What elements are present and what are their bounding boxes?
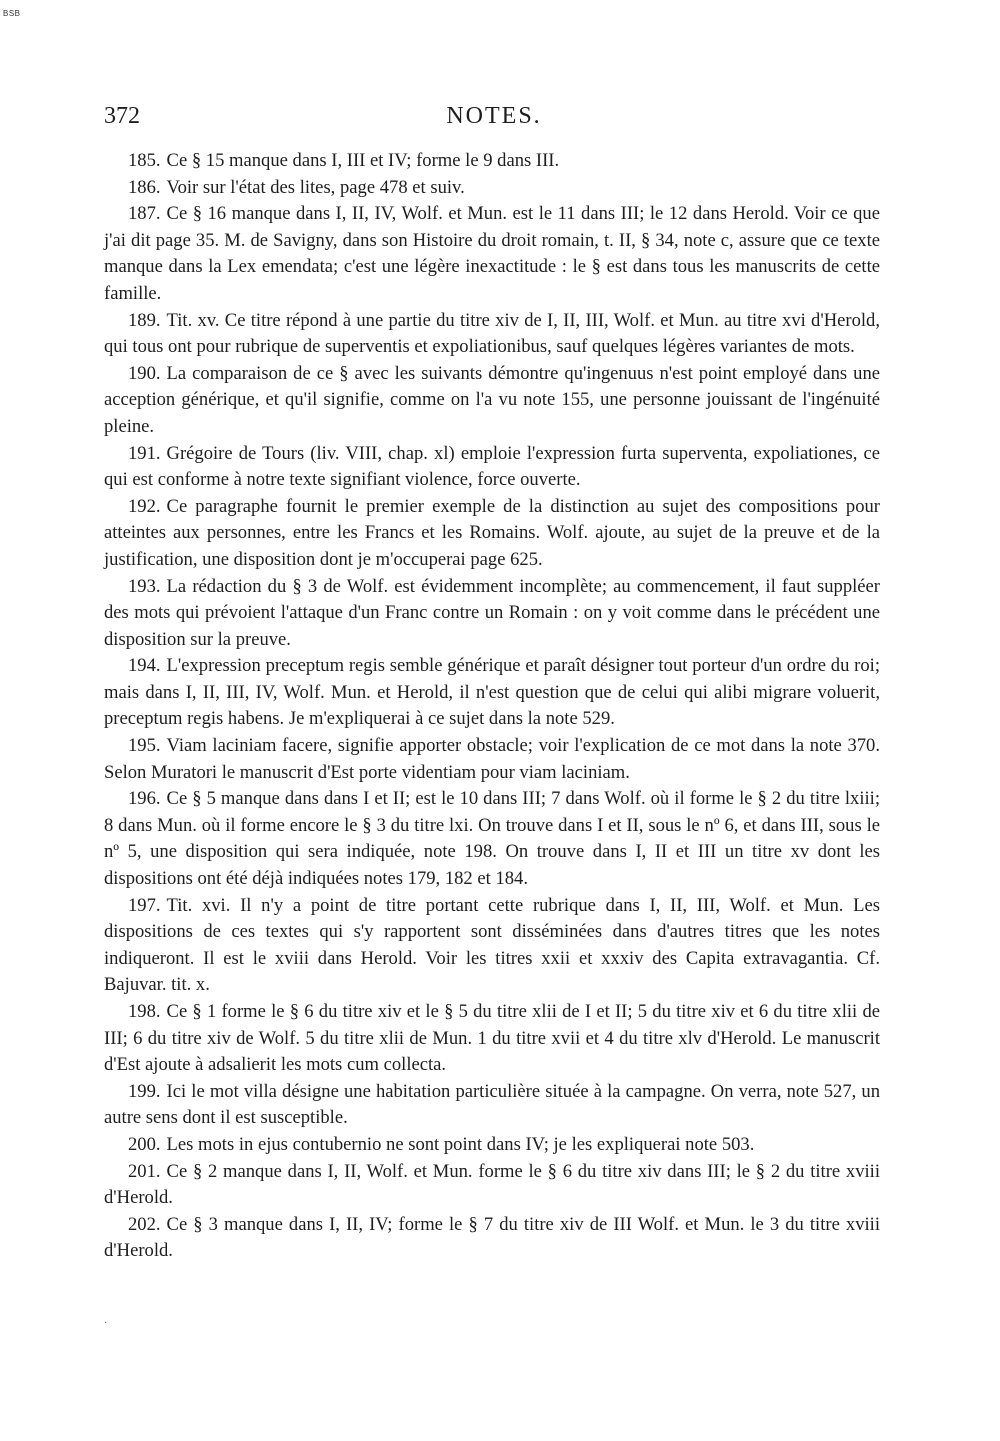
note-number: 187. (128, 203, 161, 225)
note-text: Grégoire de Tours (liv. VIII, chap. xl) emploie l'expression furta superventa, expoliationes, ce qui est conforme à notre texte signifiant violence, force ouverte. (104, 442, 880, 491)
note-number: 193. (128, 575, 161, 597)
note-number: 189. (128, 309, 161, 331)
note-text: Ce § 5 manque dans dans I et II; est le 10 dans III; 7 dans Wolf. où il forme le § 2 du titre lxiii; 8 dans Mun. où il forme encore le § 3 du titre lxi. On trouve dans I et II, sous le nº 6, et dans III, sous le nº 5, une disposition qui sera indiquée, note 198. On trouve dans I, II et III un titre xv dont les dispositions ont été déjà indiquées notes 179, 182 et 184. (104, 788, 880, 890)
note-item (104, 361, 880, 441)
note-number: 200. (128, 1133, 161, 1155)
note-item (104, 733, 880, 786)
note-item (104, 148, 880, 175)
note-number: 197. (128, 894, 161, 916)
note-text: Tit. xv. Ce titre répond à une partie du titre xiv de I, II, III, Wolf. et Mun. au titre xvi d'Herold, qui tous ont pour rubrique de superventis et expoliationibus, sauf quelques légères variantes de mots. (104, 309, 880, 358)
page-header (104, 103, 884, 143)
note-text: Ici le mot villa désigne une habitation particulière située à la campagne. On verra, note 527, un autre sens dont il est susceptible. (104, 1080, 880, 1129)
note-text: Ce § 3 manque dans I, II, IV; forme le § 7 du titre xiv de III Wolf. et Mun. le 3 du titre xviii d'Herold. (104, 1213, 880, 1262)
note-item (104, 1212, 880, 1265)
note-number: 191. (128, 442, 161, 464)
note-item (104, 653, 880, 733)
note-number: 194. (128, 655, 161, 677)
note-text: Viam laciniam facere, signifie apporter obstacle; voir l'explication de ce mot dans la note 370. Selon Muratori le manuscrit d'Est porte videntiam pour viam laciniam. (104, 735, 880, 783)
note-number: 196. (128, 788, 161, 810)
page-number: 372 (104, 103, 140, 129)
running-head: NOTES. (446, 103, 542, 129)
library-stamp: BSB (3, 9, 21, 18)
note-text: Les mots in ejus contubernio ne sont point dans IV; je les expliquerai note 503. (166, 1133, 755, 1155)
note-item (104, 893, 880, 999)
note-item (104, 574, 880, 654)
notes-list (104, 148, 880, 1265)
note-item (104, 175, 880, 202)
note-item (104, 999, 880, 1079)
note-number: 198. (128, 1001, 161, 1022)
note-text: La rédaction du § 3 de Wolf. est évidemment incomplète; au commencement, il faut suppléer des mots qui prévoient l'attaque d'un Franc contre un Romain : on y voit comme dans le précédent une disposition sur la preuve. (104, 575, 880, 650)
note-text: Ce § 16 manque dans I, II, IV, Wolf. et Mun. est le 11 dans III; le 12 dans Herold. Voir ce que j'ai dit page 35. M. de Savigny, dans son Histoire du droit romain, t. II, § 34, note c, assure que ce texte manque dans la Lex emendata; c'est une légère inexactitude : le § est dans tous les manuscrits de cette famille. (104, 203, 880, 304)
note-item (104, 308, 880, 361)
note-item (104, 1132, 880, 1159)
note-number: 199. (128, 1080, 161, 1102)
note-item (104, 494, 880, 574)
note-number: 202. (128, 1213, 161, 1235)
note-text: Ce paragraphe fournit le premier exemple de la distinction au sujet des compositions pour atteintes aux personnes, entre les Francs et les Romains. Wolf. ajoute, au sujet de la preuve et de la justification, une disposition dont je m'occuperai page 625. (104, 495, 880, 570)
note-number: 195. (128, 735, 161, 757)
note-item (104, 1159, 880, 1212)
note-text: L'expression preceptum regis semble générique et paraît désigner tout porteur d'un ordre du roi; mais dans I, II, III, IV, Wolf. Mun. et Herold, il n'est question que de celui qui alibi migrare voluerit, preceptum regis habens. Je m'expliquerai à ce sujet dans la note 529. (104, 655, 880, 730)
note-item (104, 201, 880, 307)
note-text: Ce § 1 forme le § 6 du titre xiv et le § 5 du titre xlii de I et II; 5 du titre xiv et 6 du titre xlii de III; 6 du titre xiv de Wolf. 5 du titre xlii de Mun. 1 du titre xvii et 4 du titre xlv d'Herold. Le manuscrit d'Est ajoute à adsalierit les mots cum collecta. (104, 1001, 880, 1076)
note-text: Tit. xvi. Il n'y a point de titre portant cette rubrique dans I, II, III, Wolf. et Mun. Les dispositions de ces textes qui s'y rapportent sont disséminées dans d'autres titres que les notes indiqueront. Il est le xviii dans Herold. Voir les titres xxii et xxxiv des Capita extravagantia. Cf. Bajuvar. tit. x. (104, 894, 880, 996)
note-text: La comparaison de ce § avec les suivants démontre qu'ingenuus n'est point employé dans une acception générique, et qu'il signifie, comme on l'a vu note 155, une personne jouissant de l'ingénuité pleine. (104, 362, 880, 437)
note-number: 192. (128, 495, 161, 517)
note-number: 190. (128, 362, 161, 384)
note-number: 186. (128, 176, 161, 198)
note-text: Voir sur l'état des lites, page 478 et suiv. (166, 176, 465, 198)
note-text: Ce § 15 manque dans I, III et IV; forme le 9 dans III. (166, 150, 560, 171)
note-number: 185. (128, 150, 161, 171)
note-item (104, 786, 880, 892)
note-text: Ce § 2 manque dans I, II, Wolf. et Mun. forme le § 6 du titre xiv dans III; le § 2 du titre xviii d'Herold. (104, 1160, 880, 1209)
note-number: 201. (128, 1160, 161, 1182)
margin-mark: · (104, 1318, 108, 1329)
note-item (104, 441, 880, 494)
note-item (104, 1079, 880, 1132)
